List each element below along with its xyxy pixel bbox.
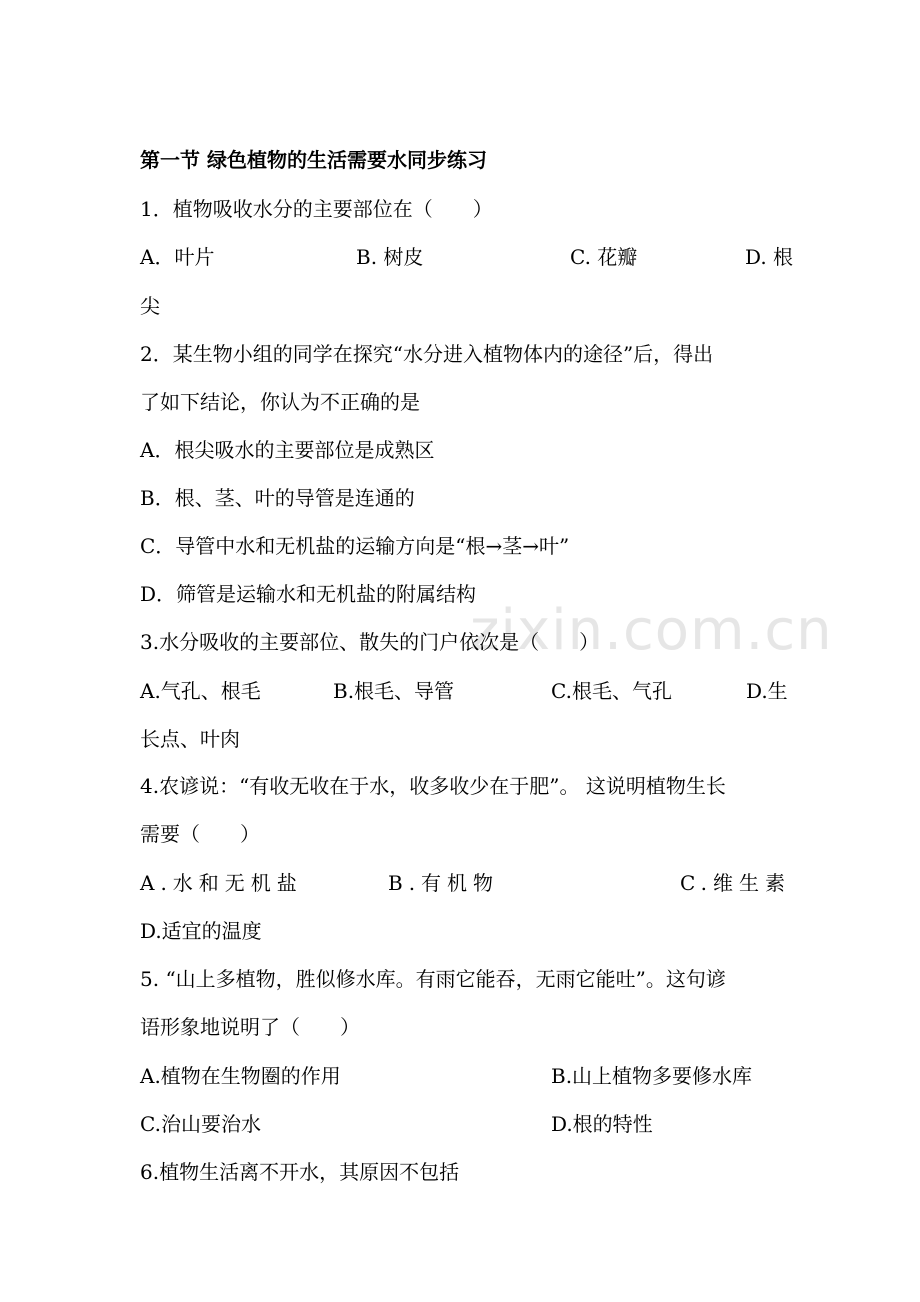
q4-option-b: B.有机物 — [388, 871, 500, 895]
q2-stem-line1: 2．某生物小组的同学在探究“水分进入植物体内的途径”后，得出 — [140, 342, 714, 366]
watermark: zixin.com.cn — [470, 598, 833, 663]
q1-option-a: A．叶片 — [140, 245, 215, 269]
q5-option-d: D.根的特性 — [551, 1112, 653, 1136]
q2-stem-line2: 了如下结论，你认为不正确的是 — [140, 390, 420, 414]
q4-option-a: A.水和无机盐 — [140, 871, 303, 895]
q5-option-c: C.治山要治水 — [140, 1112, 261, 1136]
q5-option-b: B.山上植物多要修水库 — [551, 1064, 753, 1088]
q2-option-a: A．根尖吸水的主要部位是成熟区 — [140, 438, 435, 462]
q1-option-d: D. 根 — [745, 245, 794, 269]
q3-option-b: B.根毛、导管 — [333, 679, 455, 703]
q1-option-b: B. 树皮 — [356, 245, 424, 269]
q1-option-c: C. 花瓣 — [570, 245, 638, 269]
q2-option-d: D．筛管是运输水和无机盐的附属结构 — [140, 582, 477, 606]
q2-option-c: C．导管中水和无机盐的运输方向是“根→茎→叶” — [140, 534, 570, 558]
q5-stem-line1: 5. “山上多植物，胜似修水库。有雨它能吞，无雨它能吐”。这句谚 — [140, 967, 726, 991]
q3-option-d-continued: 长点、叶肉 — [140, 727, 240, 751]
q4-option-c: C.维生素 — [680, 871, 791, 895]
q4-stem-line2: 需要（ ） — [140, 822, 260, 846]
q1-option-d-continued: 尖 — [140, 294, 160, 318]
q5-option-a: A.植物在生物圈的作用 — [140, 1064, 341, 1088]
q6-stem: 6.植物生活离不开水，其原因不包括 — [140, 1160, 460, 1184]
q3-stem: 3.水分吸收的主要部位、散失的门户依次是（ ） — [140, 630, 600, 654]
q4-stem-line1: 4.农谚说：“有收无收在于水，收多收少在于肥”。 这说明植物生长 — [140, 774, 726, 798]
q3-option-a: A.气孔、根毛 — [140, 679, 261, 703]
q4-option-d: D.适宜的温度 — [140, 919, 262, 943]
q5-stem-line2: 语形象地说明了（ ） — [140, 1015, 360, 1039]
page-title: 第一节 绿色植物的生活需要水同步练习 — [140, 148, 487, 172]
q3-option-c: C.根毛、气孔 — [551, 679, 672, 703]
q3-option-d: D.生 — [746, 679, 788, 703]
q1-stem: 1．植物吸收水分的主要部位在（ ） — [140, 197, 493, 221]
q2-option-b: B．根、茎、叶的导管是连通的 — [140, 486, 415, 510]
